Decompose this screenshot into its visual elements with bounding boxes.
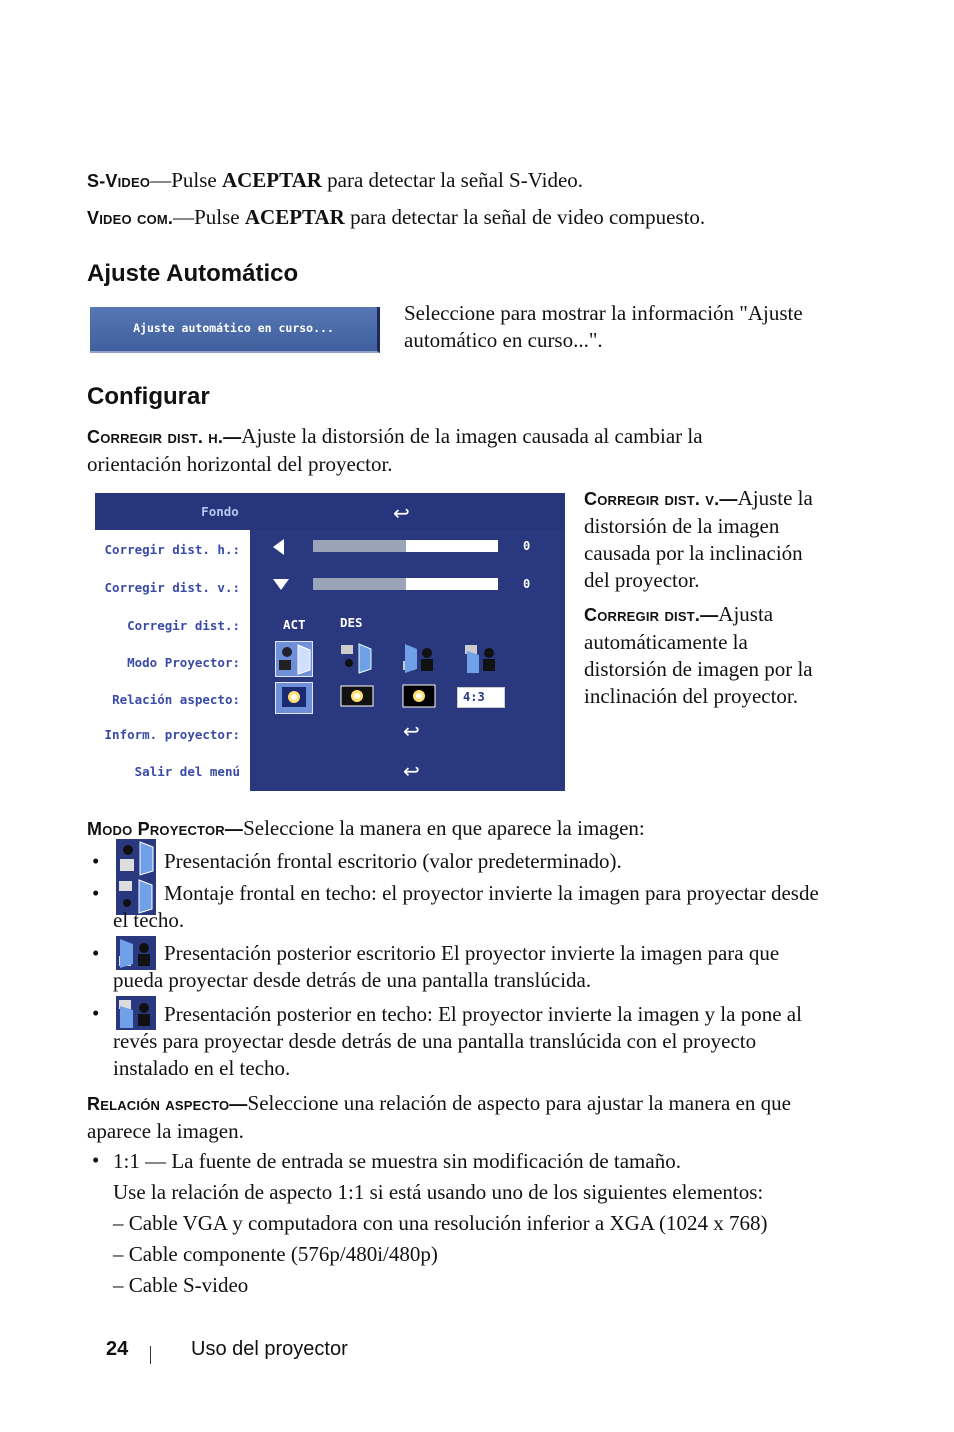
videocom-paragraph: [87, 204, 847, 232]
relacion-sub: Use la relación de aspecto 1:1 si está usando uno de los siguientes elementos:: [113, 1180, 764, 1204]
ajuste-description: Seleccione para mostrar la información "Ajuste automático en curso...".: [404, 301, 803, 352]
svideo-text2: para detectar la señal S-Video.: [321, 168, 584, 192]
mode-rear-desk-icon[interactable]: [401, 641, 437, 675]
modo-term: Modo Proyector—: [87, 819, 244, 839]
slider-v[interactable]: [313, 578, 498, 590]
svideo-term: S-Video: [87, 171, 151, 191]
option-des[interactable]: DES: [340, 615, 363, 630]
ajuste-heading: Ajuste Automático: [87, 260, 299, 287]
corregir-h-text: Ajuste la distorsión de la imagen causada al cambiar la orientación horizontal del proyector.: [87, 424, 703, 476]
modo-item-2: Montaje frontal en techo: el proyector invierte la imagen para proyectar desde el techo.: [113, 881, 819, 932]
slider-v-value: 0: [523, 577, 531, 591]
videocom-bold: ACEPTAR: [244, 205, 345, 229]
option-act[interactable]: ACT: [283, 617, 306, 632]
osd-row-dist[interactable]: Corregir dist.:: [127, 618, 240, 633]
modo-item-4: Presentación posterior en techo: El proyector invierte la imagen y la pone al revés para proyectar desde detrás de una pantalla translúcida con el proyecto instalado en el techo.: [113, 1002, 802, 1080]
slider-h-fill: [313, 540, 406, 552]
osd-row-v[interactable]: Corregir dist. v.:: [104, 580, 240, 595]
aspect-1-1-icon[interactable]: [275, 682, 313, 714]
svideo-paragraph: [87, 167, 847, 195]
relacion-dash-3: – Cable S-video: [113, 1273, 249, 1297]
page-number: 24: [106, 1338, 129, 1360]
relacion-bullet: 1:1 — La fuente de entrada se muestra sin modificación de tamaño.: [113, 1149, 681, 1173]
osd-title: Fondo: [201, 504, 239, 519]
modo-item-3: Presentación posterior escritorio El proyector invierte la imagen para que pueda proyectar desde detrás de una pantalla translúcida.: [113, 941, 780, 992]
auto-adjust-bar: [90, 307, 380, 353]
osd-row-mode[interactable]: Modo Proyector:: [127, 655, 240, 670]
svideo-text1: Pulse: [171, 168, 222, 192]
svideo-dash: —: [150, 168, 172, 192]
osd-back-icon[interactable]: ↩: [393, 501, 410, 525]
slider-h[interactable]: [313, 540, 498, 552]
svideo-bold: ACEPTAR: [221, 168, 322, 192]
modo-item-1: Presentación frontal escritorio (valor predeterminado).: [164, 849, 622, 873]
footer-title: Uso del proyector: [191, 1338, 348, 1360]
mode-front-desk-icon[interactable]: [275, 641, 313, 677]
info-enter-icon[interactable]: ↩: [403, 719, 420, 743]
corregir-dist-text: Ajusta automáticamente la distorsión de imagen por la inclinación del proyector.: [584, 602, 813, 708]
corregir-v-text: Ajuste la distorsión de la imagen causada por la inclinación del proyector.: [584, 486, 813, 592]
relacion-paragraph: [87, 1090, 817, 1145]
auto-adjust-bar-label: Ajuste automático en curso...: [133, 321, 334, 335]
configurar-heading: Configurar: [87, 383, 210, 410]
modo-paragraph: [87, 815, 847, 843]
videocom-text1: Pulse: [194, 205, 245, 229]
footer-separator: [150, 1346, 151, 1364]
down-arrow-icon[interactable]: [273, 579, 289, 590]
slider-v-fill: [313, 578, 406, 590]
relacion-text: Seleccione una relación de aspecto para ajustar la manera en que aparece la imagen.: [87, 1091, 791, 1143]
osd-menu: [95, 493, 565, 791]
aspect-value-box[interactable]: [457, 687, 505, 708]
corregir-dist-paragraph: [584, 601, 829, 710]
corregir-v-term: Corregir dist. v.—: [584, 489, 738, 509]
relacion-dash-1: – Cable VGA y computadora con una resolución inferior a XGA (1024 x 768): [113, 1211, 768, 1235]
videocom-term: Video com.: [87, 208, 174, 228]
corregir-h-paragraph: [87, 423, 787, 478]
left-arrow-icon[interactable]: [273, 539, 284, 555]
osd-row-info[interactable]: Inform. proyector:: [104, 727, 240, 742]
corregir-h-term: Corregir dist. h.—: [87, 427, 242, 447]
relacion-dash-2: – Cable componente (576p/480i/480p): [113, 1242, 438, 1266]
mode-rear-ceiling-icon[interactable]: [463, 641, 499, 675]
front-desk-icon: [116, 839, 156, 882]
osd-row-h[interactable]: Corregir dist. h.:: [104, 542, 240, 557]
mode-front-ceiling-icon[interactable]: [339, 641, 375, 675]
osd-row-exit[interactable]: Salir del menú: [134, 764, 240, 779]
osd-row-aspect[interactable]: Relación aspecto:: [112, 692, 240, 707]
modo-text: Seleccione la manera en que aparece la imagen:: [243, 816, 645, 840]
corregir-v-paragraph: [584, 485, 829, 594]
videocom-text2: para detectar la señal de video compuesto.: [344, 205, 706, 229]
videocom-dash: —: [173, 205, 195, 229]
corregir-dist-term: Corregir dist.—: [584, 605, 719, 625]
relacion-term: Relación aspecto—: [87, 1094, 248, 1114]
exit-enter-icon[interactable]: ↩: [403, 759, 420, 783]
aspect-16-9-icon[interactable]: [339, 682, 375, 712]
aspect-native-icon[interactable]: [401, 682, 437, 712]
aspect-value: 4:3: [463, 690, 485, 704]
slider-h-value: 0: [523, 539, 531, 553]
